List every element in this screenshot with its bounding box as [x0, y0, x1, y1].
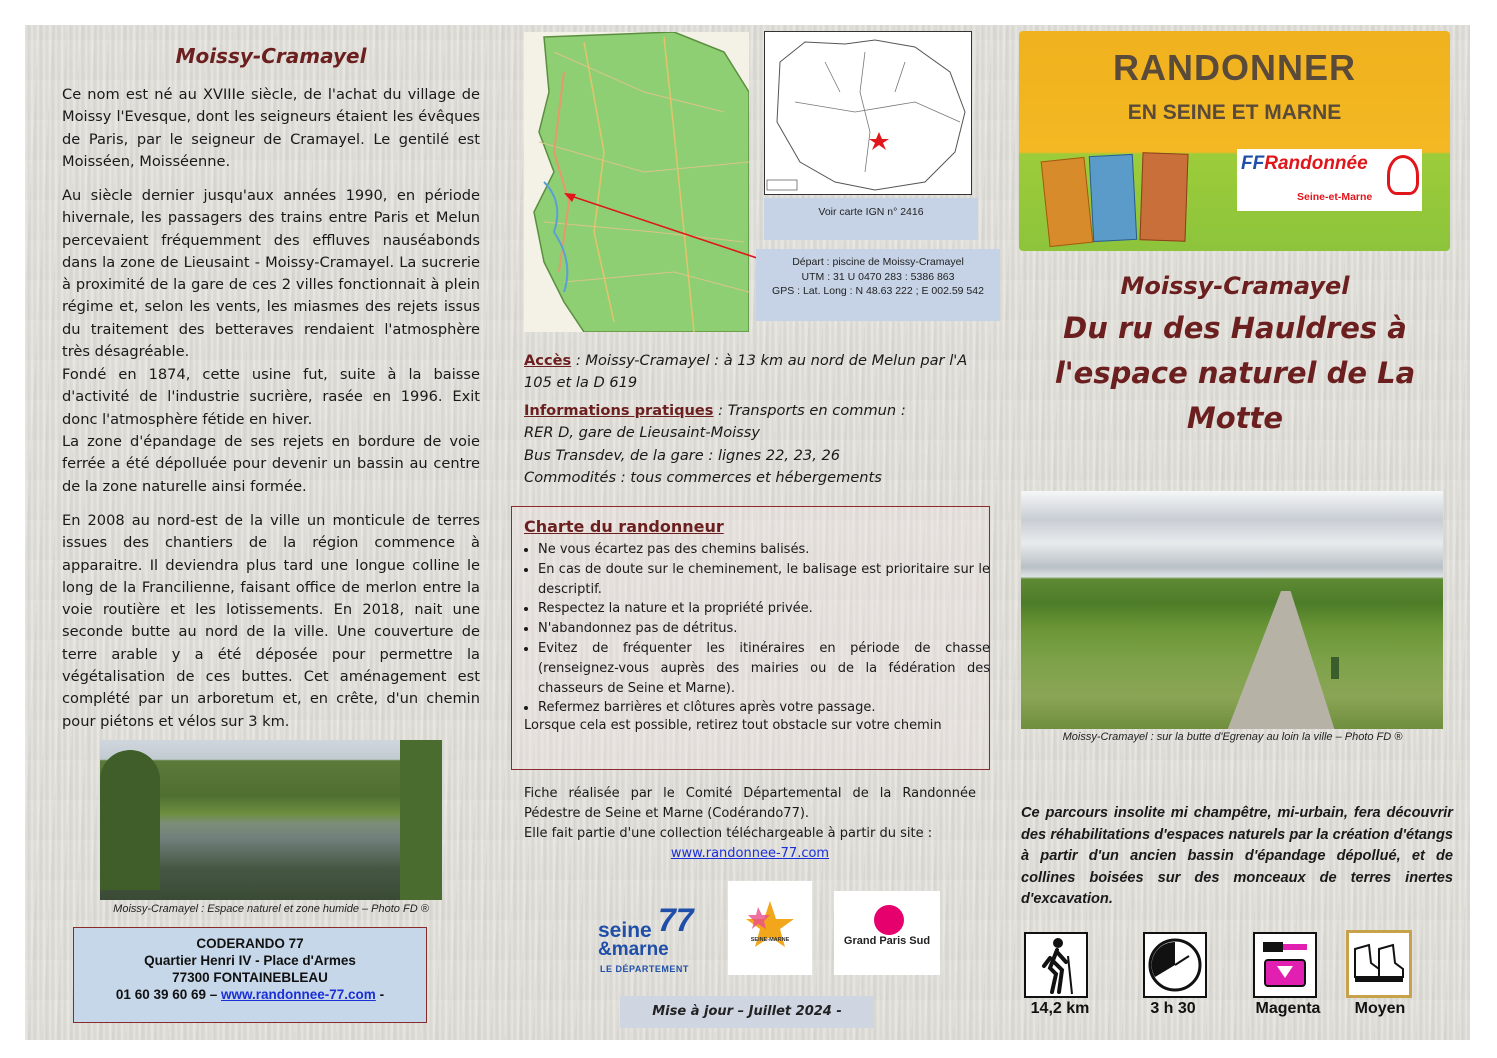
contact-phone-line — [74, 986, 426, 1003]
left-paragraph-3: Fondé en 1874, cette usine fut, suite à la baisse d'activité de l'industrie sucrière, rasée en 1996. Exit donc l'atmosphère fétide en hiver. — [62, 366, 480, 428]
route-title-line-3: l'espace naturel de La — [1054, 356, 1416, 390]
left-paragraph-4: La zone d'épandage de ses rejets en bordure de voie ferrée a été dépolluée pour devenir un bassin au centre de la zone naturelle ainsi formée. — [62, 433, 480, 495]
randonner-banner — [1019, 31, 1450, 251]
update-box — [620, 996, 874, 1028]
banner-subtitle: EN SEINE ET MARNE — [1127, 101, 1342, 124]
charter-item: • Evitez de fréquenter les itinéraires en période de chasse (renseignez-vous auprès des mairies ou de la fédération des chasseurs de Seine et Marne). — [538, 639, 990, 698]
grand-paris-sud-text: Grand Paris Sud — [843, 935, 931, 947]
practical-info — [524, 400, 976, 489]
route-intro: Ce parcours insolite mi champêtre, mi-urbain, fera découvrir des réhabilitations d'espaces naturels par la création d'étangs à partir d'un ancien bassin d'épandage dépollué, et de collines boisées sur des monceaux de terres inertes d'excavation. — [1021, 805, 1453, 907]
contact-box — [73, 927, 427, 1023]
seine-et-marne-logo — [596, 902, 706, 978]
department-map-svg — [524, 32, 749, 332]
start-point-gps: GPS : Lat. Long : N 48.63 222 ; E 002.59 542 — [772, 285, 984, 297]
hiker-icon — [1024, 932, 1088, 998]
update-date: Mise à jour – Juillet 2024 - — [652, 1004, 842, 1019]
logo-marne-text: &marne — [598, 939, 669, 960]
access-text: : Moissy-Cramayel : à 13 km au nord de Melun par l'A 105 et la D 619 — [524, 352, 968, 392]
fiche-credits — [524, 784, 976, 864]
clock-icon — [1143, 932, 1207, 998]
charter-item: • Ne vous écartez pas des chemins balisés. — [538, 540, 990, 560]
ffr-ff: FF — [1241, 153, 1265, 174]
ffrandonnee-logo — [1237, 149, 1422, 211]
contact-city: 77300 FONTAINEBLEAU — [172, 970, 328, 985]
left-heading: Moissy-Cramayel — [175, 44, 367, 68]
tourism-logo — [728, 881, 812, 975]
fiche-credit-1: Fiche réalisée par le Comité Départemental de la Randonnée Pédestre de Seine et Marne (Codérando77). — [524, 786, 976, 821]
route-title-line-1: Moissy-Cramayel — [1120, 272, 1350, 300]
photo-sign-post — [1331, 657, 1339, 679]
start-point-label: Départ : piscine de Moissy-Cramayel — [792, 256, 964, 268]
region-map — [764, 31, 972, 195]
pond-tree-left — [100, 750, 160, 890]
guidebook-stack — [1045, 151, 1205, 247]
ign-map-reference: Voir carte IGN n° 2416 — [818, 206, 924, 218]
access-info — [524, 350, 976, 395]
logo-seine-text: seine — [598, 919, 652, 942]
contact-address: Quartier Henri IV - Place d'Armes — [144, 953, 356, 968]
region-map-svg — [765, 32, 971, 194]
left-paragraph-1: Ce nom est né au XVIIIe siècle, de l'achat du village de Moissy l'Evesque, dont les seigneurs étaient les évêques de Paris, par le seigneur de Cramayel. Le gentilé est Moisséen, Moisséenne. — [62, 86, 480, 170]
charter-item: • En cas de doute sur le cheminement, le balisage est prioritaire sur le descriptif. — [538, 560, 990, 600]
practical-info-label: Informations pratiques — [524, 402, 714, 419]
hiker-charter-title: Charte du randonneur — [524, 517, 724, 536]
access-label: Accès — [524, 352, 572, 369]
ffr-tagline: Seine-et-Marne — [1297, 191, 1373, 203]
fiche-site-link[interactable]: www.randonnee-77.com — [670, 846, 830, 861]
start-point-utm: UTM : 31 U 0470 283 : 5386 863 — [801, 270, 955, 283]
boots-icon — [1346, 930, 1412, 998]
practical-info-text: : Transports en commun : — [713, 402, 906, 419]
department-map — [524, 32, 749, 332]
left-paragraph-5: En 2008 au nord-est de la ville un monticule de terres issues des chantiers de la région commence à apparaitre. Il deviendra plus tard une longue colline le long de la Francilienne, faisant office de merlon entre la voie routière et les lotissements. En 2018, nait une seconde butte au nord de la ville. Une couverture de terre arable y a été déposée pour permettre la végétalisation de ces buttes. Cet aménagement est complété par un arboretum et, en crête, d'un chemin pour piétons et vélos sur 3 km. — [62, 512, 480, 730]
contact-tail: - — [375, 987, 385, 1002]
charter-item: • Respectez la nature et la propriété privée. — [538, 599, 990, 619]
charter-last-line: Lorsque cela est possible, retirez tout obstacle sur votre chemin — [524, 718, 942, 733]
banner-title: RANDONNER — [1113, 47, 1356, 88]
charter-item: • Refermez barrières et clôtures après votre passage. — [538, 698, 990, 718]
contact-site-link[interactable]: www.randonnee-77.com — [221, 987, 376, 1002]
distance-label: 14,2 km — [1030, 1000, 1090, 1017]
start-point-box — [756, 249, 1000, 321]
practical-info-header — [524, 400, 976, 422]
practical-info-line: Bus Transdev, de la gare : lignes 22, 23, 26 — [524, 446, 841, 464]
left-paragraph-2: Au siècle dernier jusqu'aux années 1990, en période hivernale, les passagers des trains entre Paris et Melun percevaient fréquemment des effluves nauséabonds dans la zone de Lieusaint - Moissy-Cramayel. La sucrerie à proximité de la gare de ces 2 villes fonctionnait à plein régime et, selon les vents, les miasmes des rejets issus du traitement des betteraves rendaient l'atmosphère très désagréable. — [62, 187, 480, 361]
practical-info-line: RER D, gare de Lieusaint-Moissy — [524, 424, 761, 442]
tourism-logo-text: SEINE-MARNE — [750, 937, 790, 943]
ign-map-reference-box — [764, 198, 978, 240]
butte-photo-caption: Moissy-Cramayel : sur la butte d'Egrenay au loin la ville – Photo FD ® — [1062, 731, 1403, 743]
ffr-rando: Randonnée — [1264, 153, 1368, 174]
photo-path-strip — [1221, 591, 1341, 729]
logo-departement-text: LE DÉPARTEMENT — [600, 964, 689, 974]
ffr-walker-icon — [1387, 155, 1419, 195]
difficulty-label: Moyen — [1354, 1000, 1406, 1017]
contact-name: CODERANDO 77 — [196, 936, 304, 951]
gps-circle-icon — [874, 905, 904, 935]
logo-77-text: 77 — [658, 902, 694, 938]
fiche-credit-2: Elle fait partie d'une collection téléchargeable à partir du site : — [524, 826, 933, 841]
route-title — [1020, 266, 1450, 441]
paint-icon — [1253, 932, 1317, 998]
pond-photo — [100, 740, 442, 900]
butte-path-photo — [1021, 491, 1443, 729]
star-icon — [728, 881, 812, 975]
marking-color-label: Magenta — [1255, 1000, 1321, 1017]
route-title-line-4: Motte — [1186, 401, 1284, 435]
pond-photo-caption: Moissy-Cramayel : Espace naturel et zone humide – Photo FD ® — [113, 903, 429, 915]
contact-phone: 01 60 39 60 69 – — [115, 987, 222, 1002]
grand-paris-sud-logo — [834, 891, 940, 975]
pond-tree-right — [400, 740, 442, 900]
duration-label: 3 h 30 — [1150, 1000, 1196, 1017]
route-title-line-2: Du ru des Hauldres à — [1063, 311, 1407, 345]
practical-info-line: Commodités : tous commerces et hébergements — [524, 468, 882, 486]
charter-item: • N'abandonnez pas de détritus. — [538, 619, 990, 639]
hiker-charter-box — [511, 506, 990, 770]
